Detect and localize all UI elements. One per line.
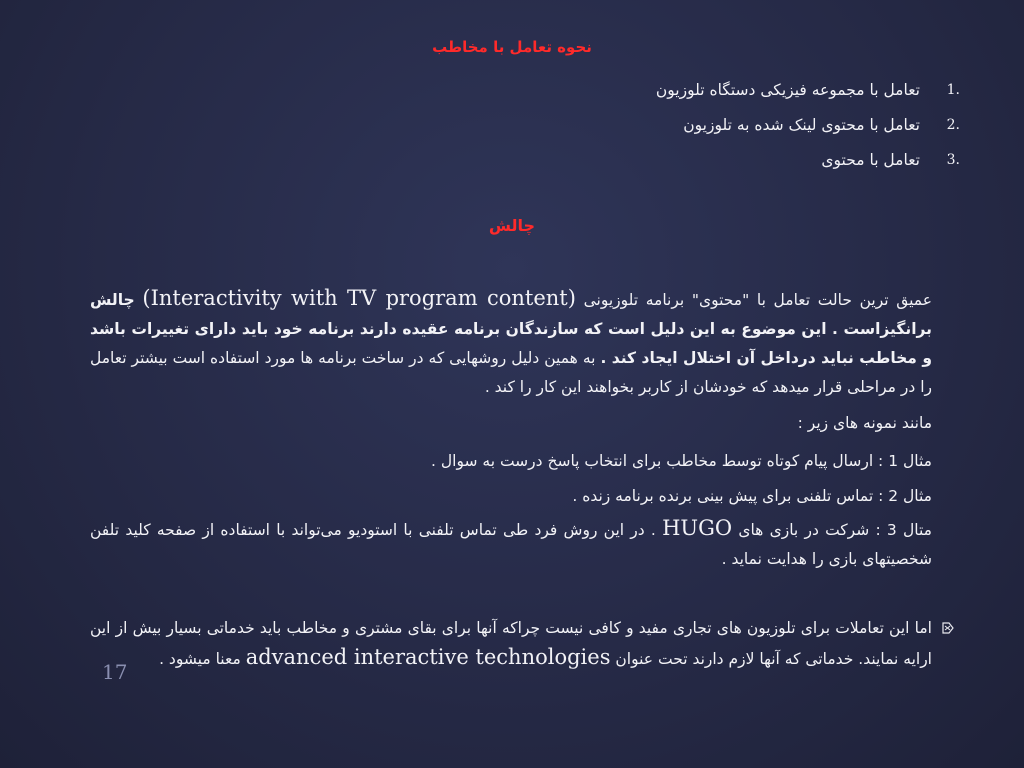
- paragraph-example-2: مثال 2 : تماس تلفنی برای پیش بینی برنده برنامه زنده .: [572, 487, 932, 505]
- section-heading: چالش: [488, 216, 536, 235]
- paragraph-text: اما این تعاملات برای تلوزیون های تجاری مفید و کافی نیست چراکه آنها برای بقای مشتری و مخاطب باید خدماتی بسیار بیش از این ارایه نمایند. خدماتی که آنها لازم دارند تحت عنوان: [90, 619, 932, 668]
- slide-title: نحوه تعامل با مخاطب: [432, 38, 592, 56]
- paragraph-example-1: مثال 1 : ارسال پیام کوتاه توسط مخاطب برای انتخاب پاسخ درست به سوال .: [431, 452, 932, 470]
- paragraph-text: به همین دلیل روشهایی که در ساخت برنامه ها مورد استفاده است بیشتر تعامل را در مراحلی قرار میدهد که خودشان از کاربر بخواهند این کار را کند .: [90, 349, 932, 396]
- paragraph-text: متال 3 : شرکت در بازی های: [738, 521, 932, 539]
- list-text: تعامل با مجموعه فیزیکی دستگاه تلوزیون: [655, 80, 920, 99]
- paragraph-challenge: [90, 284, 932, 402]
- numbered-list: [360, 72, 960, 177]
- bold-text: چالش برانگیزاست . این موضوع به این دلیل است که سازندگان برنامه عقیده دارند برنامه خود باید دارای تغییرات باشد و مخاطب نباید درداخل آن اختلال ایجاد کند .: [90, 291, 932, 367]
- list-number: 1.: [946, 81, 960, 98]
- paragraph-text: عمیق ترین حالت تعامل با "محتوی" برنامه تلوزیونی: [583, 291, 933, 309]
- latin-term: HUGO: [662, 516, 733, 540]
- list-text: تعامل با محتوی: [821, 150, 920, 169]
- paragraph-text: . در این روش فرد طی تماس تلفنی با استودیو می‌تواند با استفاده از صفحه کلید تلفن شخصیتهای بازی را هدایت نماید .: [90, 521, 932, 568]
- bullet-paragraph: [90, 614, 932, 674]
- list-item: [360, 142, 960, 177]
- slide-number: 17: [102, 660, 128, 684]
- list-item: [360, 72, 960, 107]
- list-item: [360, 107, 960, 142]
- paragraph-example-3: [90, 514, 932, 574]
- list-number: 2.: [946, 116, 960, 133]
- bullet-icon: [940, 620, 956, 636]
- paragraph-examples-intro: مانند نمونه های زیر :: [797, 414, 932, 432]
- latin-term: advanced interactive technologies: [245, 645, 611, 669]
- paragraph-text: معنا میشود .: [159, 650, 241, 668]
- list-text: تعامل با محتوی لینک شده به تلوزیون: [683, 115, 920, 134]
- latin-term: (Interactivity with TV program content): [142, 286, 576, 310]
- list-number: 3.: [946, 151, 960, 168]
